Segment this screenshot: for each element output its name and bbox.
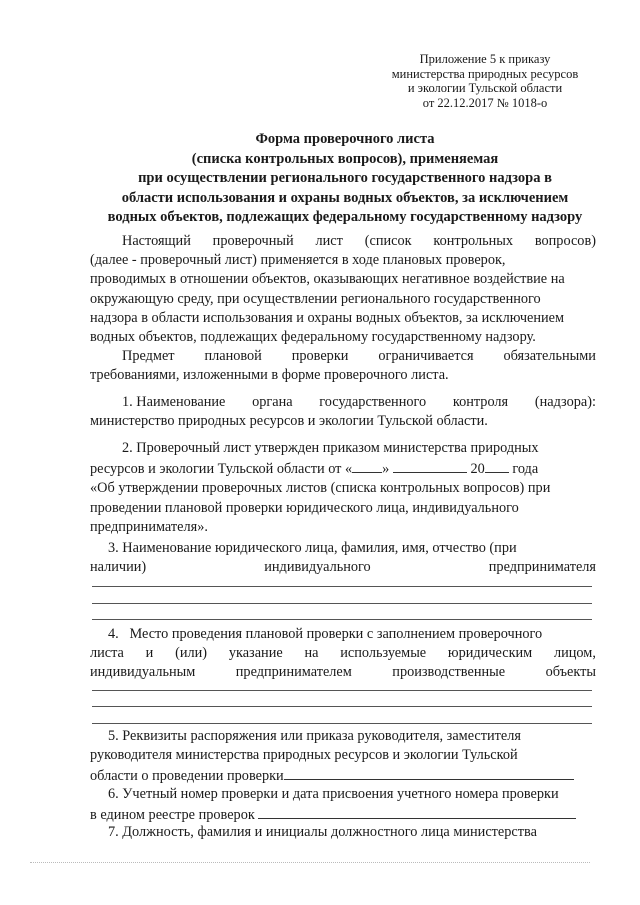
item-4-word: предпринимателем	[235, 664, 352, 681]
inspection-number-field[interactable]	[258, 804, 576, 819]
year-word: года	[512, 461, 539, 478]
approval-line-2: министерства природных ресурсов	[391, 66, 579, 81]
item-5-label: области о проведении проверки	[90, 768, 284, 785]
subject-word: обязательными	[503, 348, 596, 364]
intro-line-1	[90, 232, 596, 251]
item-1	[90, 393, 596, 431]
subject-word: плановой	[204, 348, 262, 364]
item-5-line-1: 5. Реквизиты распоряжения или приказа руководителя, заместителя	[108, 728, 521, 744]
item-2-line-2	[90, 458, 596, 479]
item-3-fill-line-2[interactable]	[92, 603, 592, 604]
item-4-text: Место проведения плановой проверки с заполнением проверочного	[129, 626, 543, 642]
intro-word: проверочный	[212, 233, 294, 249]
scan-artifact-line	[30, 862, 590, 863]
item-4-word: и	[145, 645, 154, 662]
year-prefix: 20	[470, 461, 485, 478]
subject-line-1	[90, 347, 596, 366]
order-date-prefix: ресурсов и экологии Тульской области от «	[90, 461, 353, 478]
intro-paragraph	[90, 232, 596, 347]
item-4-line-3	[90, 663, 596, 682]
intro-word: контрольных	[433, 233, 514, 249]
approval-line-3: и экологии Тульской области	[407, 81, 563, 95]
item-4-word: юридическим	[447, 645, 533, 662]
item-5-line-3	[90, 765, 596, 786]
order-year-field[interactable]	[485, 458, 509, 473]
item-6-label: в едином реестре проверок	[90, 807, 255, 824]
item-4-word: (или)	[175, 645, 208, 662]
subject-word: проверки	[291, 348, 349, 364]
item-1-word: (надзора):	[534, 394, 596, 410]
item-4	[90, 625, 596, 683]
subject-paragraph	[90, 347, 596, 385]
item-4-word: объекты	[545, 664, 596, 681]
intro-line-5: надзора в области использования и охраны водных объектов, за исключением	[90, 309, 565, 326]
quote-close: »	[382, 461, 390, 478]
item-4-word: лицом,	[553, 645, 596, 662]
item-2-line-1: 2. Проверочный лист утвержден приказом министерства природных	[122, 440, 539, 456]
item-1-word: органа	[252, 394, 293, 410]
item-4-number: 4.	[108, 626, 119, 642]
item-3-fill-line-3[interactable]	[92, 619, 592, 620]
order-details-field[interactable]	[284, 765, 574, 780]
order-month-field[interactable]	[393, 458, 467, 473]
intro-line-4: окружающую среду, при осуществлении регионального государственного	[90, 290, 541, 307]
title-line-1: Форма проверочного листа	[255, 131, 435, 147]
item-2-line-3: «Об утверждении проверочных листов (списка контрольных вопросов) при	[90, 480, 551, 497]
item-5-line-2: руководителя министерства природных ресурсов и экологии Тульской	[90, 747, 518, 764]
item-1-line-1	[90, 393, 596, 412]
item-1-word: контроля	[452, 394, 509, 410]
intro-line-6: водных объектов, подлежащих федеральному государственному надзору.	[90, 329, 536, 346]
item-6-line-1: 6. Учетный номер проверки и дата присвоения учетного номера проверки	[108, 786, 559, 802]
item-4-word: производственные	[392, 664, 506, 681]
item-4-line-2	[90, 644, 596, 663]
item-3-line-1: 3. Наименование юридического лица, фамилия, имя, отчество (при	[108, 540, 517, 556]
item-2-line-5: предпринимателя».	[90, 518, 208, 535]
item-2	[90, 439, 596, 537]
item-4-word: листа	[90, 645, 124, 662]
item-4-word: указание	[228, 645, 283, 662]
item-5	[90, 727, 596, 787]
item-3-fill-line-1[interactable]	[92, 586, 592, 587]
subject-line-2: требованиями, изложенными в форме проверочного листа.	[90, 367, 449, 384]
item-3-line-2	[90, 558, 596, 577]
intro-word: (список	[364, 233, 412, 249]
item-1-word: государственного	[319, 394, 427, 410]
item-4-line-1	[90, 625, 596, 644]
approval-block	[370, 52, 600, 110]
item-1-line-2: министерство природных ресурсов и экологии Тульской области.	[90, 413, 488, 430]
intro-word: вопросов)	[534, 233, 596, 249]
intro-word: Настоящий	[122, 233, 191, 249]
item-7-line-1: 7. Должность, фамилия и инициалы должностного лица министерства	[108, 824, 537, 840]
item-3-word: предпринимателя	[488, 559, 596, 576]
item-4-word: индивидуальным	[90, 664, 196, 681]
item-3-word: наличии)	[90, 559, 147, 576]
title-line-5: водных объектов, подлежащих федеральному государственному надзору	[107, 209, 583, 225]
approval-line-1: Приложение 5 к приказу	[419, 52, 551, 66]
title-line-4: области использования и охраны водных объектов, за исключением	[121, 189, 569, 206]
document-title	[80, 130, 610, 228]
item-2-line-4: проведении плановой проверки юридического лица, индивидуального	[90, 499, 519, 516]
subject-word: Предмет	[122, 348, 175, 364]
item-4-fill-line-3[interactable]	[92, 723, 592, 724]
item-3-word: индивидуального	[264, 559, 371, 576]
subject-word: ограничивается	[378, 348, 474, 364]
item-4-fill-line-2[interactable]	[92, 706, 592, 707]
intro-word: лист	[315, 233, 343, 249]
item-1-word: 1. Наименование	[122, 394, 226, 410]
order-day-field[interactable]	[352, 458, 382, 473]
approval-line-4: от 22.12.2017 № 1018-о	[422, 95, 548, 110]
item-4-fill-line-1[interactable]	[92, 690, 592, 691]
title-line-3: при осуществлении регионального государственного надзора в	[138, 170, 552, 186]
intro-line-3: проводимых в отношении объектов, оказывающих негативное воздействие на	[90, 271, 565, 288]
item-6	[90, 785, 596, 825]
item-3	[90, 539, 596, 577]
item-4-word: используемые	[340, 645, 427, 662]
intro-line-2: (далее - проверочный лист) применяется в ходе плановых проверок,	[90, 252, 506, 269]
item-4-word: на	[304, 645, 319, 662]
item-7	[90, 823, 596, 842]
title-line-2: (списка контрольных вопросов), применяемая	[191, 150, 499, 167]
